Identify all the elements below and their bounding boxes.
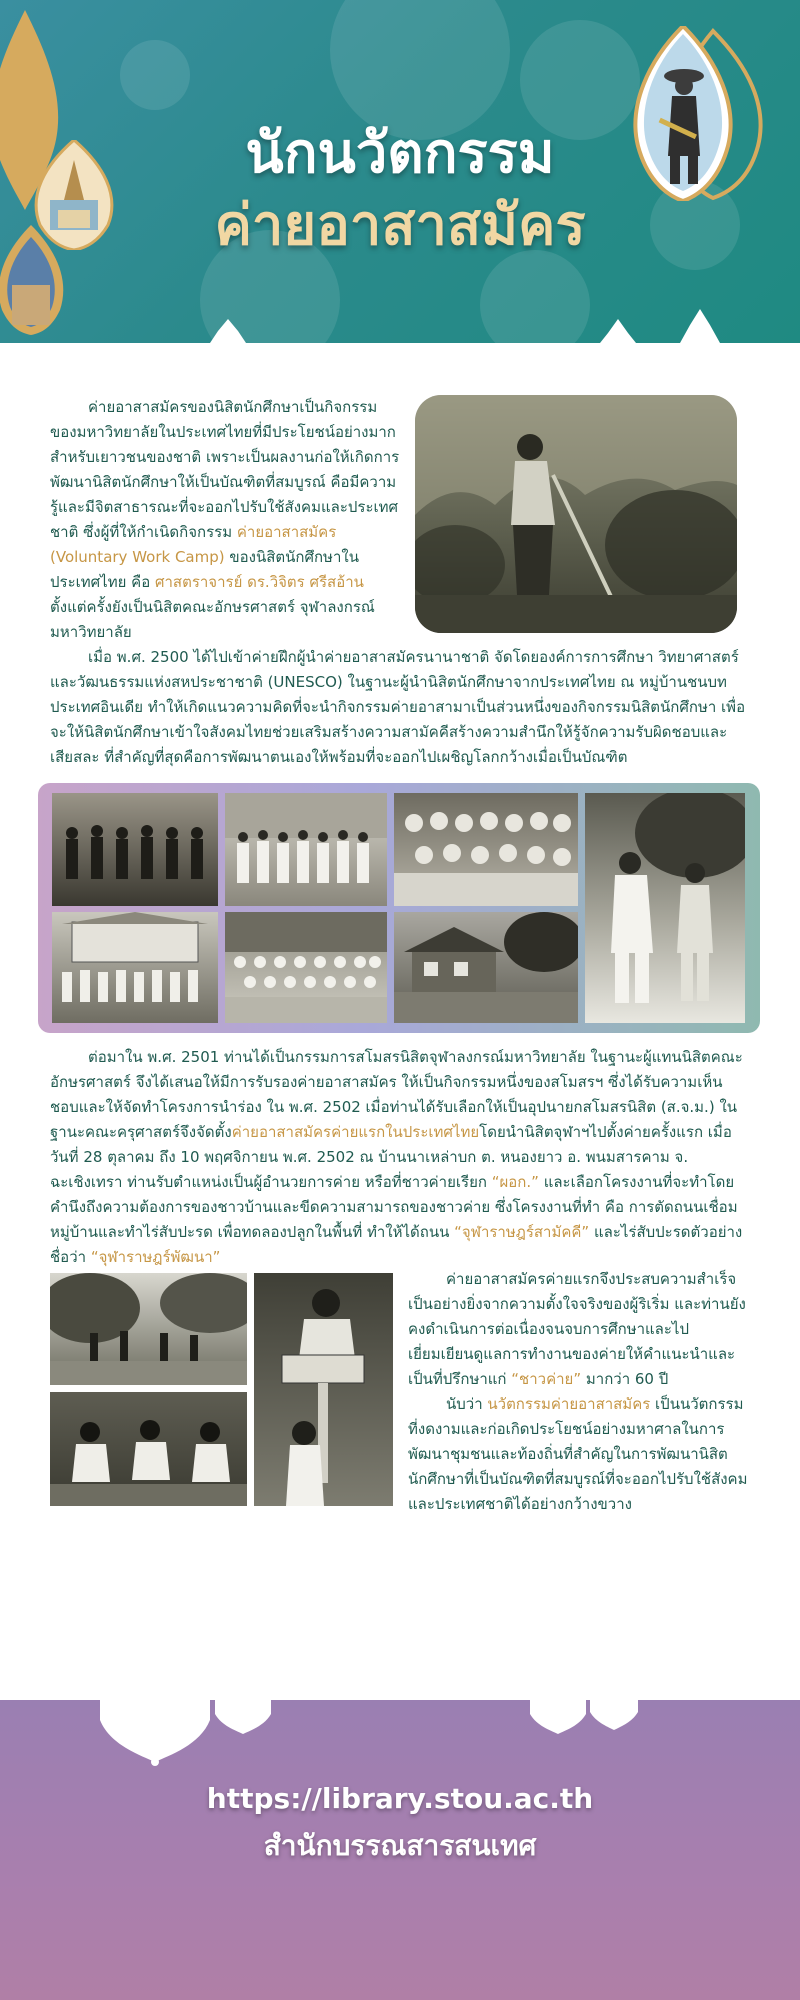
highlight-text: นวัตกรรมค่ายอาสาสมัคร	[487, 1395, 651, 1413]
bokeh-circle	[120, 40, 190, 110]
paragraph-text: และเลือกโครงงานที่จะทำโดยคำนึงถึงความต้องการของชาวบ้านและขีดความสามารถของชาวค่าย ซึ่งโครงงานที่ทำ คือ การตัดถนนเชื่อมหมู่บ้านและทำไร่สับปะรด เพื่อทดลองปลูกในพื้นที่ ทำให้ได้ถนน	[50, 1173, 738, 1241]
highlight-text: “จุฬาราษฎร์พัฒนา”	[90, 1248, 221, 1266]
paragraph-text: เป็นนวัตกรรมที่งดงามและก่อเกิดประโยชน์อย่างมหาศาลในการพัฒนาชุมชนและท้องถิ่นที่สำคัญในการพัฒนานิสิตนักศึกษาที่เป็นบัณฑิตที่สมบูรณ์ที่จะออกไปรับใช้สังคมและประเทศชาติได้อย่างกว้างขวาง	[408, 1395, 748, 1513]
people-planting-icon	[50, 1392, 247, 1506]
field-work-photo	[50, 1273, 247, 1385]
footer-banner	[0, 1700, 800, 2000]
highlight-text: “ผอก.”	[491, 1173, 539, 1191]
children-group-icon	[394, 793, 578, 906]
organization-name: สำนักบรรณสารสนเทศ	[263, 1829, 537, 1862]
portrait-photo	[585, 793, 745, 1023]
highlight-text: “จุฬาราษฎร์สามัคคี”	[454, 1223, 590, 1241]
content-section	[0, 345, 800, 1700]
spire-border-icon	[0, 307, 800, 345]
paragraph-text: ของนิสิตนักศึกษาในประเทศไทย คือ	[50, 548, 359, 591]
paragraph-conclusion	[408, 1392, 750, 1517]
paragraph-intro	[50, 395, 400, 645]
page-title-line1: นักนวัตกรรม	[245, 121, 555, 186]
historic-photo	[415, 395, 737, 633]
paragraph-success	[408, 1267, 750, 1392]
paragraph-text: ตั้งแต่ครั้งยังเป็นนิสิตคณะอักษรศาสตร์ จุฬาลงกรณ์มหาวิทยาลัย	[50, 598, 375, 641]
paragraph-text: มากว่า 60 ปี	[581, 1370, 669, 1388]
people-group-icon	[52, 793, 218, 906]
decorative-scallop-icon	[0, 1700, 800, 1770]
people-group-icon	[225, 793, 387, 906]
highlight-text: ค่ายอาสาสมัครค่ายแรกในประเทศไทย	[231, 1123, 480, 1141]
website-url[interactable]: https://library.stou.ac.th	[206, 1782, 594, 1815]
highlight-text: ศาสตราจารย์ ดร.วิจิตร ศรีสอ้าน	[154, 573, 364, 591]
group-photo	[225, 912, 387, 1023]
paragraph-text: และไร่สับปะรดตัวอย่างชื่อว่า	[50, 1223, 743, 1266]
building-group-icon	[52, 912, 218, 1023]
wooden-house-icon	[394, 912, 578, 1023]
man-with-hoe-photo-icon	[415, 395, 737, 633]
highlight-text: “ชาวค่าย”	[511, 1370, 582, 1388]
highlight-text: ค่ายอาสาสมัคร (Voluntary Work Camp)	[50, 523, 337, 566]
paragraph-text: ค่ายอาสาสมัครค่ายแรกจึงประสบความสำเร็จเป็นอย่างยิ่งจากความตั้งใจจริงของผู้ริเริ่ม และท่านยังคงดำเนินการต่อเนื่องจนจบการศึกษาและไปเยี่ยมเยียนดูแลการทำงานของค่ายให้คำแนะนำและเป็นที่ปรึกษาแก่	[408, 1270, 746, 1388]
group-photo	[225, 793, 387, 906]
page-title-line2: ค่ายอาสาสมัคร	[214, 193, 586, 258]
photo-collage	[38, 783, 760, 1033]
man-with-sign-icon	[254, 1273, 393, 1506]
paragraph-unesco: เมื่อ พ.ศ. 2500 ได้ไปเข้าค่ายฝึกผู้นำค่ายอาสาสมัครนานาชาติ จัดโดยองค์การการศึกษา วิทยาศาสตร์และวัฒนธรรมแห่งสหประชาชาติ (UNESCO) ในฐานะผู้นำนิสิตนักศึกษาจากประเทศไทย ณ หมู่บ้านชนบทประเทศอินเดีย ทำให้เกิดแนวความคิดที่จะนำกิจกรรมค่ายอาสามาเป็นส่วนหนึ่งของกิจกรรมนิสิตนักศึกษา เพื่อจะให้นิสิตนักศึกษาเข้าใจสังคมไทยช่วยเสริมสร้างความสามัคคีสร้างความสำนึกให้รู้จักความรับผิดชอบและเสียสละ ที่สำคัญที่สุดคือการพัฒนาตนเองให้พร้อมที่จะออกไปเผชิญโลกกว้างเมื่อเป็นบัณฑิต	[50, 648, 746, 766]
group-photo	[52, 912, 218, 1023]
workers-in-field-icon	[50, 1273, 247, 1385]
group-photo	[52, 793, 218, 906]
paragraph-text: นับว่า	[446, 1395, 488, 1413]
sign-photo	[254, 1273, 393, 1506]
planting-photo	[50, 1392, 247, 1506]
building-photo	[394, 912, 578, 1023]
paragraph-text: โดยนำนิสิตจุฬาฯไปตั้งค่ายครั้งแรก เมื่อวันที่ 28 ตุลาคม ถึง 10 พฤศจิกายน พ.ศ. 2502 ณ บ้านนาเหล่าบก ต. หนองยาว อ. พนมสารคาม จ. ฉะเชิงเทรา ท่านรับตำแหน่งเป็นผู้อำนวยการค่าย หรือที่ชาวค่ายเรียก	[50, 1123, 732, 1191]
paragraph-text: ต่อมาใน พ.ศ. 2501 ท่านได้เป็นกรรมการสโมสรนิสิตจุฬาลงกรณ์มหาวิทยาลัย ในฐานะผู้แทนนิสิตคณะอักษรศาสตร์ จึงได้เสนอให้มีการรับรองค่ายอาสาสมัคร ให้เป็นกิจกรรมหนึ่งของสโมสรฯ ซึ่งได้รับความเห็นชอบและให้จัดทำโครงการนำร่อง ใน พ.ศ. 2502 เมื่อท่านได้รับเลือกให้เป็นอุปนายกสโมสรนิสิต (ส.จ.ม.) ในฐานะคณะครุศาสตร์จึงจัดตั้ง	[50, 1048, 743, 1141]
group-photo	[394, 793, 578, 906]
two-men-portrait-icon	[585, 793, 745, 1023]
paragraph-text: ค่ายอาสาสมัครของนิสิตนักศึกษาเป็นกิจกรรมของมหาวิทยาลัยในประเทศไทยที่มีประโยชน์อย่างมากสำหรับเยาวชนของชาติ เพราะเป็นผลงานก่อให้เกิดการพัฒนานิสิตนักศึกษาให้เป็นบัณฑิตที่สมบูรณ์ คือมีความรู้และมีจิตสาธารณะที่จะออกไปรับใช้สังคมและประเทศชาติ ซึ่งผู้ที่ให้กำเนิดกิจกรรม	[50, 398, 400, 541]
header-banner	[0, 0, 800, 345]
large-group-icon	[225, 912, 387, 1023]
paragraph-first-camp	[50, 1045, 750, 1270]
